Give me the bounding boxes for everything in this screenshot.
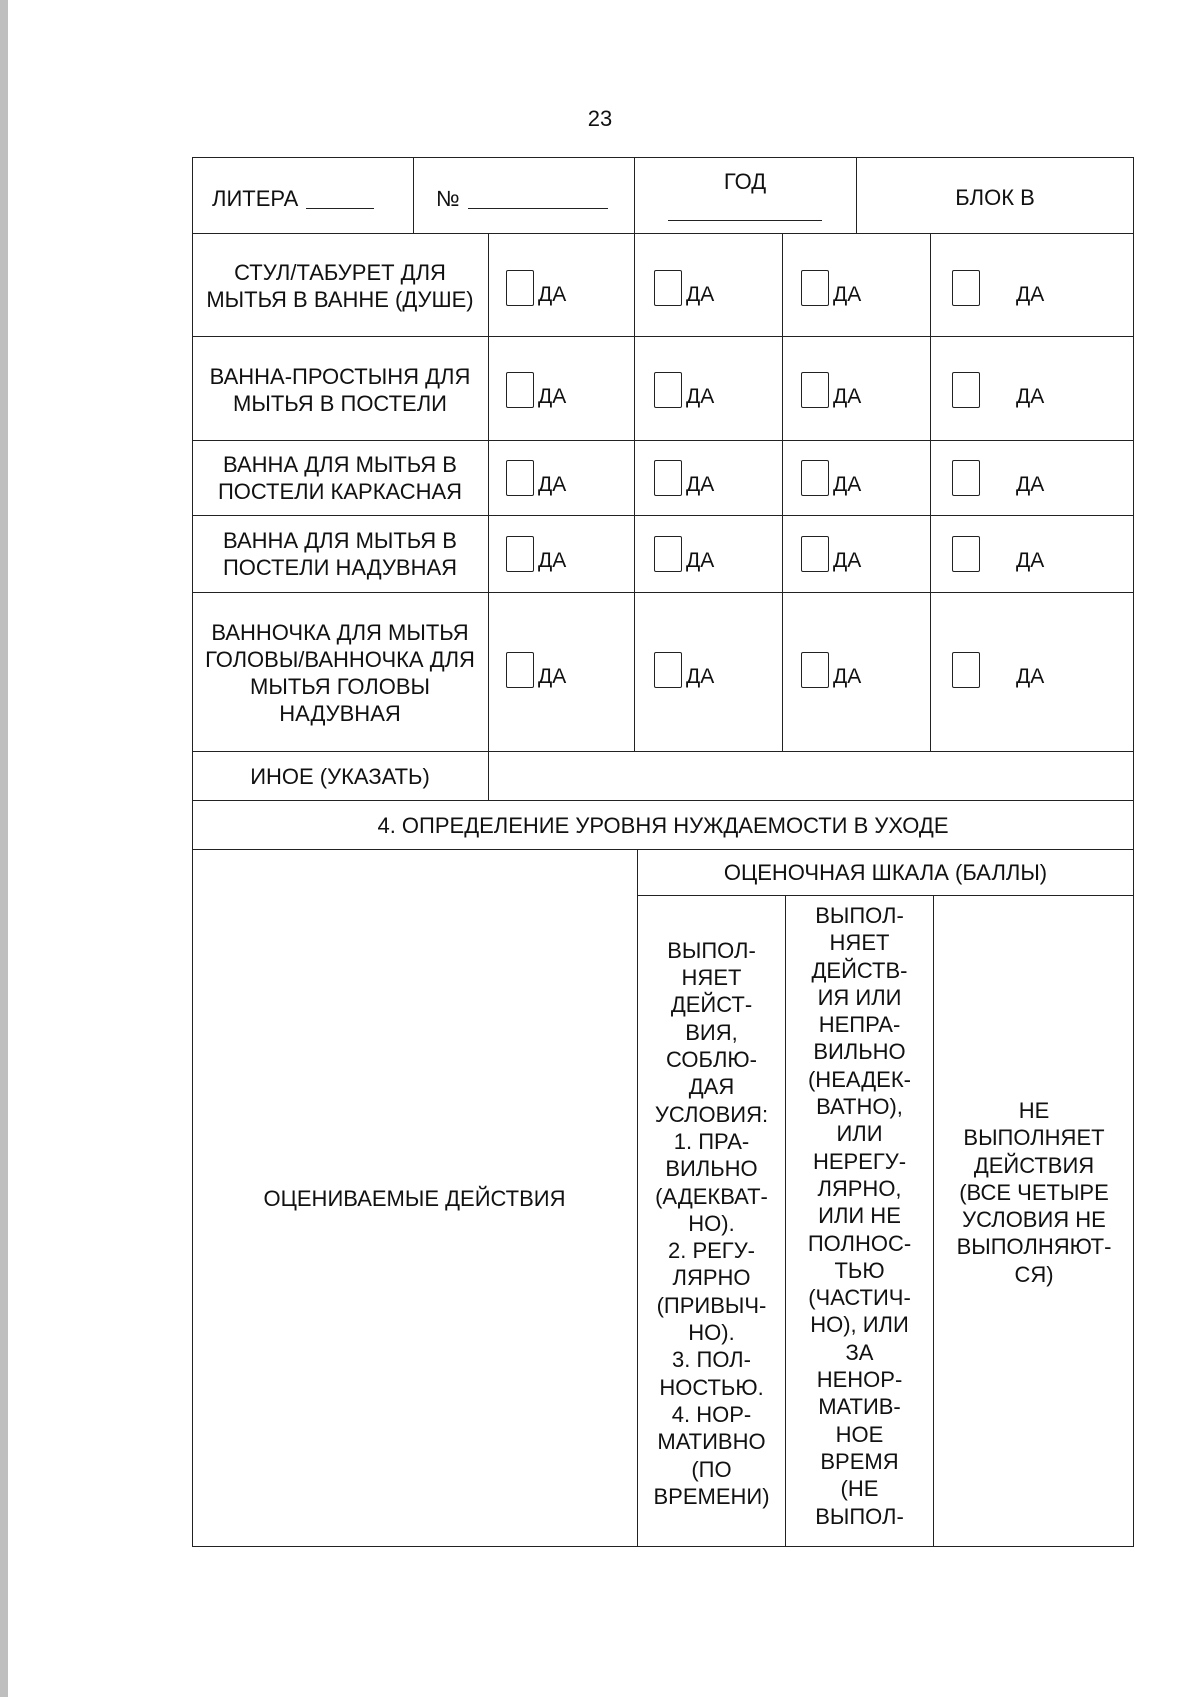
row-label-inflatable-bath: ВАННА ДЛЯ МЫТЬЯ В ПОСТЕЛИ НАДУВНАЯ — [222, 528, 458, 580]
checkbox-square[interactable] — [506, 372, 534, 408]
check-label: ДА — [538, 665, 567, 688]
scale-column-3: НЕ ВЫПОЛНЯЕТ ДЕЙСТВИЯ (ВСЕ ЧЕТЫРЕ УСЛОВИЯ НЕ ВЫПОЛНЯЮТ- СЯ) — [956, 1097, 1112, 1287]
number-field[interactable] — [436, 180, 632, 216]
checkbox-bath-sheet-2[interactable] — [654, 372, 714, 408]
scale-column-2: ВЫПОЛ- НЯЕТ ДЕЙСТВ- ИЯ ИЛИ НЕПРА- ВИЛЬНО (НЕАДЕК- ВАТНО), ИЛИ НЕРЕГУ- ЛЯРНО, ИЛИ НЕ ПОЛНОС- ТЬЮ (ЧАСТИЧ- НО), ИЛИ ЗА НЕНОР- МАТИВ- НОЕ ВРЕМЯ (НЕ ВЫПОЛ- — [807, 903, 912, 1529]
check-label: ДА — [833, 473, 862, 496]
checkbox-square[interactable] — [506, 652, 534, 688]
checkbox-square[interactable] — [952, 460, 980, 496]
checkbox-square[interactable] — [801, 652, 829, 688]
checkbox-square[interactable] — [506, 460, 534, 496]
block-label: БЛОК В — [955, 184, 1035, 210]
number-label: № — [436, 185, 460, 211]
checkbox-chair-4[interactable] — [952, 270, 1044, 306]
checkbox-inflatable-bath-1[interactable] — [506, 536, 566, 572]
check-label: ДА — [538, 283, 567, 306]
checkbox-inflatable-bath-2[interactable] — [654, 536, 714, 572]
checkbox-square[interactable] — [801, 536, 829, 572]
check-label: ДА — [538, 385, 567, 408]
page-number: 23 — [587, 106, 613, 131]
row-label-head-tub: ВАННОЧКА ДЛЯ МЫТЬЯ ГОЛОВЫ/ВАННОЧКА ДЛЯ МЫТЬЯ ГОЛОВЫ НАДУВНАЯ — [205, 619, 475, 726]
row-label-frame-bath: ВАННА ДЛЯ МЫТЬЯ В ПОСТЕЛИ КАРКАСНАЯ — [217, 452, 463, 504]
check-label: ДА — [1016, 549, 1045, 572]
checkbox-inflatable-bath-3[interactable] — [801, 536, 861, 572]
check-label: ДА — [833, 283, 862, 306]
checkbox-head-tub-1[interactable] — [506, 652, 566, 688]
checkbox-frame-bath-4[interactable] — [952, 460, 1044, 496]
other-input-area[interactable] — [489, 752, 1133, 799]
checkbox-bath-sheet-3[interactable] — [801, 372, 861, 408]
checkbox-head-tub-2[interactable] — [654, 652, 714, 688]
checkbox-square[interactable] — [952, 270, 980, 306]
row-label-chair: СТУЛ/ТАБУРЕТ ДЛЯ МЫТЬЯ В ВАННЕ (ДУШЕ) — [206, 260, 474, 312]
litera-field[interactable] — [212, 180, 412, 216]
checkbox-square[interactable] — [952, 372, 980, 408]
checkbox-square[interactable] — [801, 270, 829, 306]
check-label: ДА — [1016, 665, 1045, 688]
checkbox-bath-sheet-4[interactable] — [952, 372, 1044, 408]
checkbox-square[interactable] — [952, 536, 980, 572]
check-label: ДА — [686, 549, 715, 572]
row-label-bath-sheet: ВАННА-ПРОСТЫНЯ ДЛЯ МЫТЬЯ В ПОСТЕЛИ — [209, 364, 471, 416]
litera-blank[interactable] — [306, 188, 374, 209]
scale-label: ОЦЕНОЧНАЯ ШКАЛА (БАЛЛЫ) — [723, 860, 1048, 885]
checkbox-square[interactable] — [952, 652, 980, 688]
checkbox-square[interactable] — [654, 270, 682, 306]
checkbox-chair-3[interactable] — [801, 270, 861, 306]
check-label: ДА — [1016, 473, 1045, 496]
checkbox-inflatable-bath-4[interactable] — [952, 536, 1044, 572]
checkbox-frame-bath-2[interactable] — [654, 460, 714, 496]
checkbox-chair-1[interactable] — [506, 270, 566, 306]
check-label: ДА — [686, 473, 715, 496]
checkbox-square[interactable] — [506, 536, 534, 572]
checkbox-square[interactable] — [654, 536, 682, 572]
check-label: ДА — [538, 473, 567, 496]
check-label: ДА — [833, 549, 862, 572]
scale-column-1: ВЫПОЛ- НЯЕТ ДЕЙСТ- ВИЯ, СОБЛЮ- ДАЯ УСЛОВИЯ: 1. ПРА- ВИЛЬНО (АДЕКВАТ- НО). 2. РЕГУ- ЛЯРНО (ПРИВЫЧ- НО). 3. ПОЛ- НОСТЬЮ. 4. НОР- МАТИВНО (ПО ВРЕМЕНИ) — [653, 937, 770, 1509]
checkbox-bath-sheet-1[interactable] — [506, 372, 566, 408]
checkbox-frame-bath-1[interactable] — [506, 460, 566, 496]
year-label: ГОД — [723, 168, 767, 194]
check-label: ДА — [833, 385, 862, 408]
actions-label: ОЦЕНИВАЕМЫЕ ДЕЙСТВИЯ — [263, 1186, 566, 1211]
number-blank[interactable] — [468, 188, 608, 209]
litera-label: ЛИТЕРА — [212, 185, 299, 211]
year-blank[interactable] — [668, 200, 822, 221]
check-label: ДА — [538, 549, 567, 572]
check-label: ДА — [686, 385, 715, 408]
check-label: ДА — [833, 665, 862, 688]
checkbox-square[interactable] — [801, 372, 829, 408]
check-label: ДА — [1016, 385, 1045, 408]
checkbox-head-tub-4[interactable] — [952, 652, 1044, 688]
check-label: ДА — [1016, 283, 1045, 306]
checkbox-square[interactable] — [506, 270, 534, 306]
checkbox-frame-bath-3[interactable] — [801, 460, 861, 496]
checkbox-square[interactable] — [654, 372, 682, 408]
checkbox-chair-2[interactable] — [654, 270, 714, 306]
checkbox-square[interactable] — [654, 652, 682, 688]
checkbox-square[interactable] — [654, 460, 682, 496]
check-label: ДА — [686, 665, 715, 688]
other-label: ИНОЕ (УКАЗАТЬ) — [250, 763, 430, 789]
section-title: 4. ОПРЕДЕЛЕНИЕ УРОВНЯ НУЖДАЕМОСТИ В УХОДЕ — [377, 812, 949, 838]
check-label: ДА — [686, 283, 715, 306]
checkbox-square[interactable] — [801, 460, 829, 496]
checkbox-head-tub-3[interactable] — [801, 652, 861, 688]
